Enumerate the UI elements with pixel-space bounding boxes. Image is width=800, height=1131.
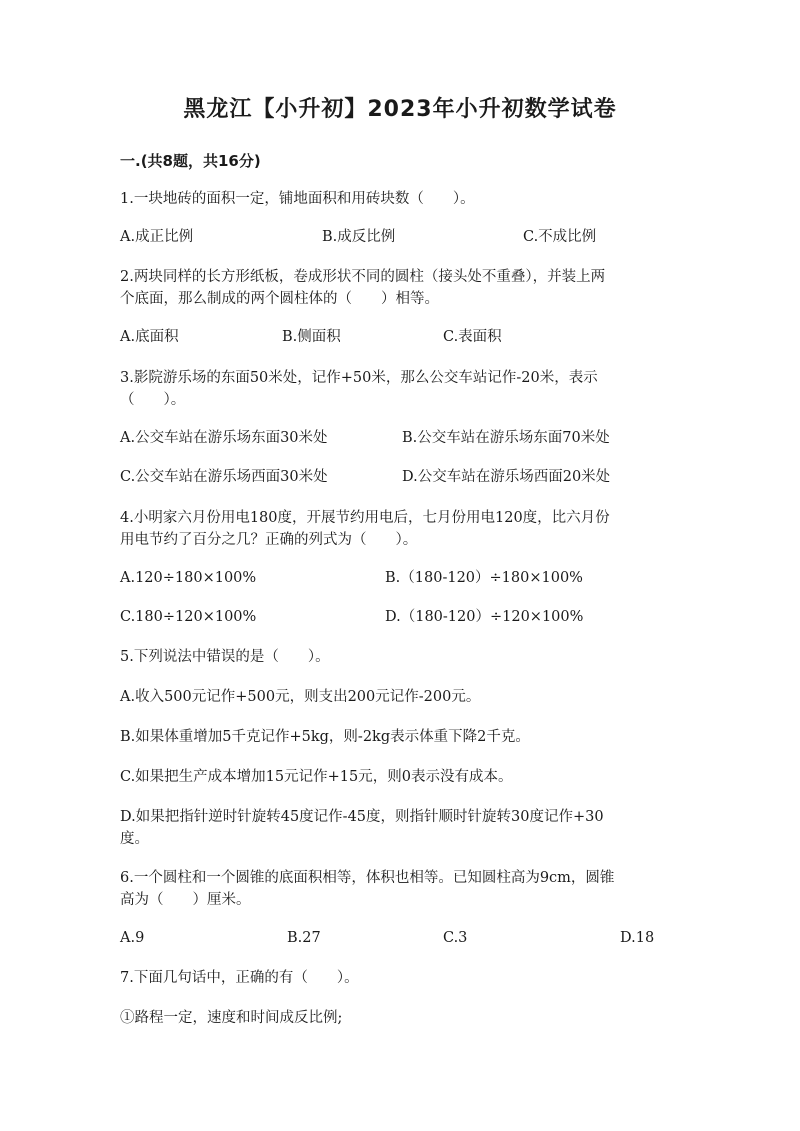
question-3-option-a: A.公交车站在游乐场东面30米处 [120, 430, 328, 446]
question-2-option-b: B.侧面积 [282, 329, 341, 345]
question-1-option-c: C.不成比例 [523, 229, 597, 245]
question-1-option-a: A.成正比例 [120, 229, 194, 245]
question-4-option-b: B.（180-120）÷180×100% [385, 570, 583, 586]
question-6-option-d: D.18 [620, 930, 655, 946]
question-3-stem-line1: 3.影院游乐场的东面50米处，记作+50米，那么公交车站记作-20米，表示 [120, 370, 598, 386]
question-4-option-d: D.（180-120）÷120×100% [385, 609, 584, 625]
question-7-stem: 7.下面几句话中，正确的有（ ）。 [120, 970, 359, 986]
question-5-option-d-line1: D.如果把指针逆时针旋转45度记作-45度，则指针顺时针旋转30度记作+30 [120, 809, 604, 825]
question-4-stem-line1: 4.小明家六月份用电180度，开展节约用电后，七月份用电120度，比六月份 [120, 510, 610, 526]
question-1-option-b: B.成反比例 [322, 229, 396, 245]
question-4-option-c: C.180÷120×100% [120, 609, 257, 625]
question-6-option-b: B.27 [287, 930, 321, 946]
question-7-item-1: ①路程一定，速度和时间成反比例; [120, 1010, 343, 1026]
question-6-option-c: C.3 [443, 930, 468, 946]
question-2-option-c: C.表面积 [443, 329, 502, 345]
question-5-option-a: A.收入500元记作+500元，则支出200元记作-200元。 [120, 689, 481, 705]
question-4-stem-line2: 用电节约了百分之几？正确的列式为（ ）。 [120, 532, 418, 548]
page-title: 黑龙江【小升初】2023年小升初数学试卷 [183, 97, 617, 122]
question-3-option-d: D.公交车站在游乐场西面20米处 [402, 469, 611, 485]
question-5-option-c: C.如果把生产成本增加15元记作+15元，则0表示没有成本。 [120, 769, 513, 785]
question-2-stem-line1: 2.两块同样的长方形纸板，卷成形状不同的圆柱（接头处不重叠），并装上两 [120, 269, 606, 285]
question-6-stem-line2: 高为（ ）厘米。 [120, 892, 251, 908]
question-3-stem-line2: （ ）。 [120, 392, 186, 408]
question-2-stem-line2: 个底面，那么制成的两个圆柱体的（ ）相等。 [120, 291, 439, 307]
question-2-option-a: A.底面积 [120, 329, 179, 345]
section-heading: 一.(共8题，共16分) [120, 152, 261, 170]
question-6-option-a: A.9 [120, 930, 145, 946]
question-3-option-b: B.公交车站在游乐场东面70米处 [402, 430, 610, 446]
question-5-stem: 5.下列说法中错误的是（ ）。 [120, 649, 330, 665]
question-5-option-d-line2: 度。 [120, 831, 149, 847]
question-3-option-c: C.公交车站在游乐场西面30米处 [120, 469, 328, 485]
question-5-option-b: B.如果体重增加5千克记作+5kg，则-2kg表示体重下降2千克。 [120, 729, 530, 745]
question-6-stem-line1: 6.一个圆柱和一个圆锥的底面积相等，体积也相等。已知圆柱高为9cm，圆锥 [120, 870, 615, 886]
question-1-stem: 1.一块地砖的面积一定，铺地面积和用砖块数（ ）。 [120, 191, 475, 207]
question-4-option-a: A.120÷180×100% [120, 570, 257, 586]
